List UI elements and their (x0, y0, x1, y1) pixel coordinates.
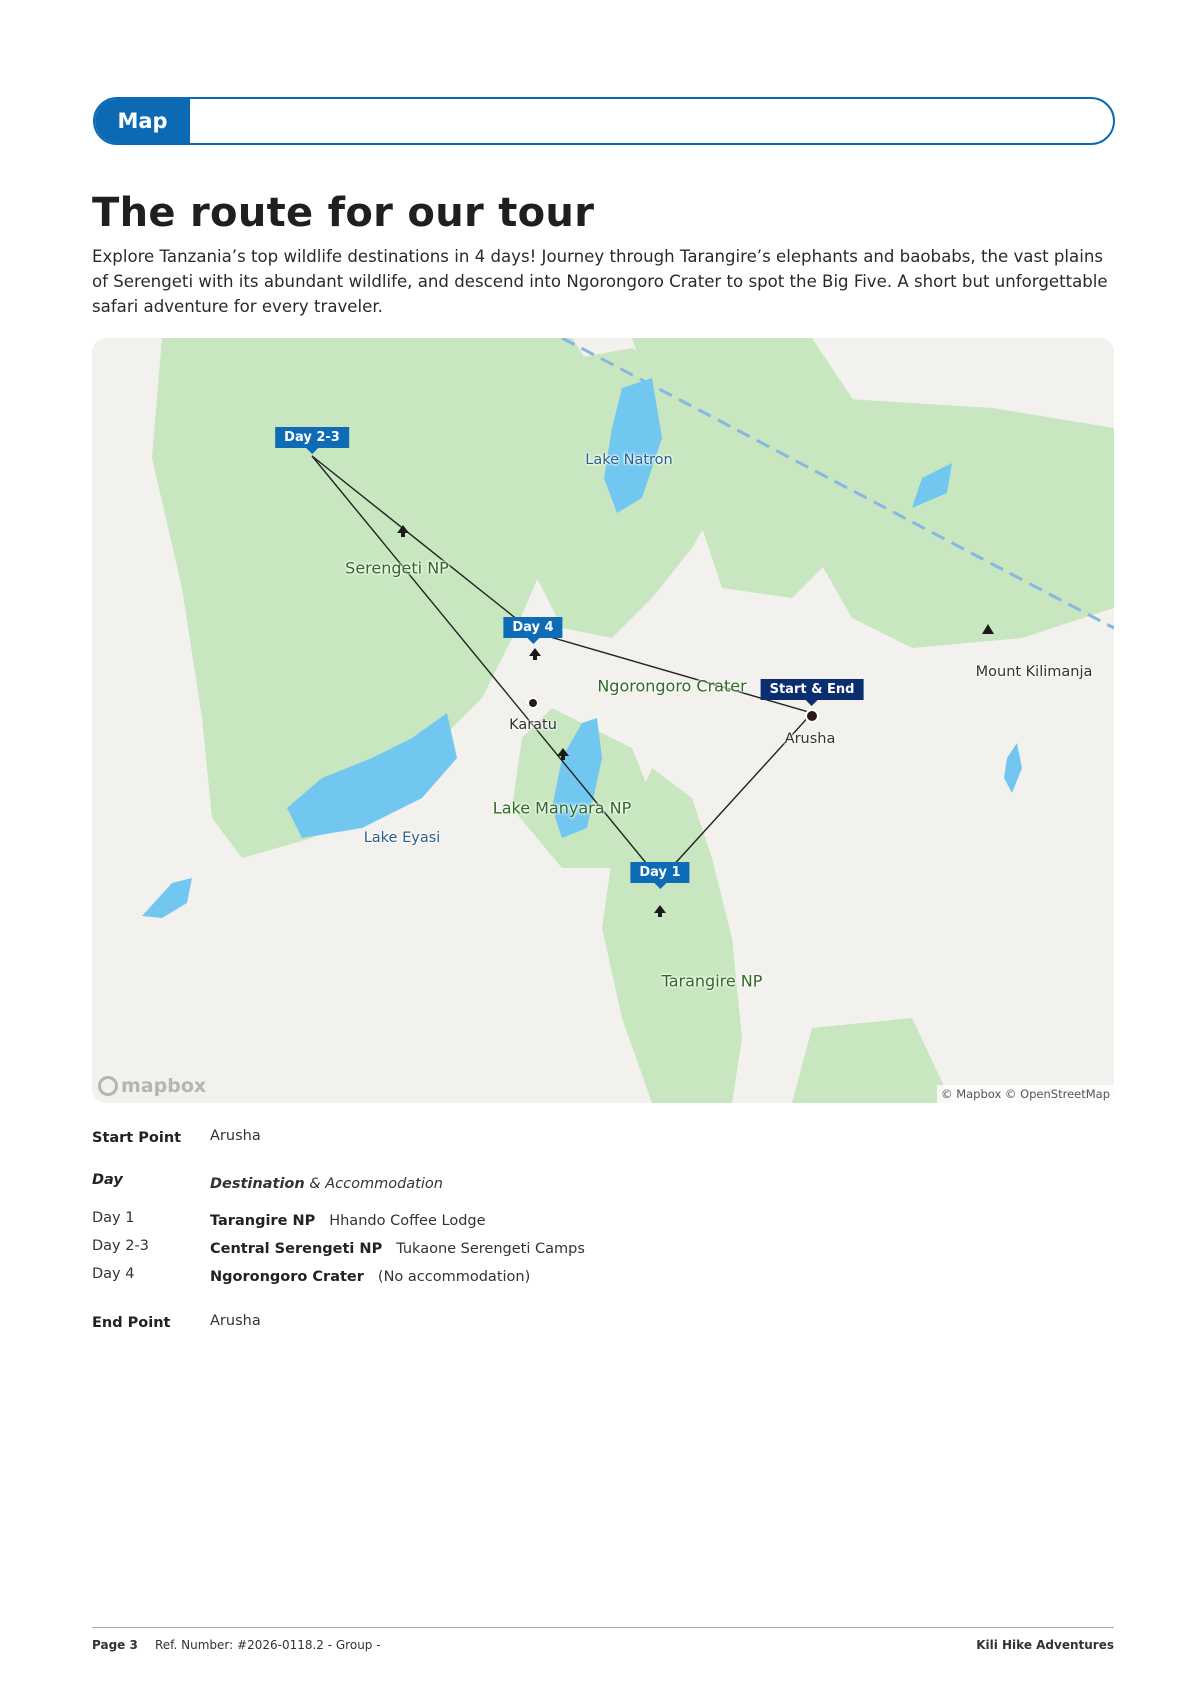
karatu-dot (528, 698, 538, 708)
intro-paragraph: Explore Tanzania’s top wildlife destinations in 4 days! Journey through Tarangire’s elephants and baobabs, the vast plains of Serengeti with its abundant wildlife, and descend into Ngorongoro Crater to spot the Big Five. A short but unforgettable safari adventure for every traveler. (92, 247, 1108, 316)
day-destination: Tarangire NP Hhando Coffee Lodge (210, 1213, 486, 1229)
south-park-area (792, 1018, 952, 1103)
label-arusha: Arusha (784, 731, 836, 747)
start-point-value: Arusha (210, 1128, 261, 1144)
itinerary-header-row (92, 1172, 443, 1192)
day-label: Day 4 (92, 1266, 135, 1282)
start-point-label: Start Point (92, 1130, 182, 1146)
section-header (93, 97, 1115, 145)
label-karatu: Karatu (509, 717, 557, 733)
label-eyasi: Lake Eyasi (363, 830, 441, 846)
end-point-value: Arusha (210, 1313, 261, 1329)
footer-company: Kili Hike Adventures (976, 1638, 1114, 1652)
day-destination: Central Serengeti NP Tukaone Serengeti Camps (210, 1241, 585, 1257)
label-tarangire: Tarangire NP (661, 971, 763, 991)
day-label: Day 2-3 (92, 1238, 149, 1254)
day-header: Day (92, 1172, 123, 1188)
mapbox-logo[interactable]: mapbox (98, 1075, 206, 1097)
label-manyara: Lake Manyara NP (492, 798, 632, 818)
day-label: Day 1 (92, 1210, 135, 1226)
end-point-label: End Point (92, 1315, 171, 1331)
marker-day4[interactable]: Day 4 (503, 617, 562, 638)
footer-ref: Ref. Number: #2026-0118.2 - Group - (155, 1638, 381, 1652)
page-title: The route for our tour (92, 190, 595, 236)
label-natron: Lake Natron (585, 452, 673, 468)
label-kilimanjaro: Mount Kilimanja (975, 664, 1093, 680)
destination-header: Destination & Accommodation (210, 1176, 443, 1192)
itinerary-row (92, 1210, 486, 1229)
start-point-row (92, 1128, 261, 1146)
label-serengeti: Serengeti NP (345, 558, 449, 578)
mapbox-logo-icon (98, 1076, 118, 1096)
arusha-dot (806, 710, 818, 722)
footer-divider (92, 1627, 1114, 1628)
day-destination: Ngorongoro Crater (No accommodation) (210, 1269, 531, 1285)
itinerary-row (92, 1266, 531, 1285)
itinerary-row (92, 1238, 585, 1257)
marker-day1[interactable]: Day 1 (630, 862, 689, 883)
marker-start-end[interactable]: Start & End (761, 679, 864, 700)
marker-day23[interactable]: Day 2-3 (275, 427, 349, 448)
lake-east (1004, 743, 1022, 793)
section-tag: Map (95, 99, 190, 143)
lake-south-west (142, 878, 192, 918)
label-ngorongoro: Ngorongoro Crater (597, 676, 747, 696)
footer-page: Page 3 (92, 1638, 138, 1652)
end-point-row (92, 1313, 261, 1331)
kilimanjaro-area (812, 398, 1114, 648)
map-attribution[interactable]: © Mapbox © OpenStreetMap (937, 1085, 1114, 1103)
ngorongoro-tree-icon (529, 648, 541, 660)
route-map[interactable] (92, 338, 1114, 1103)
